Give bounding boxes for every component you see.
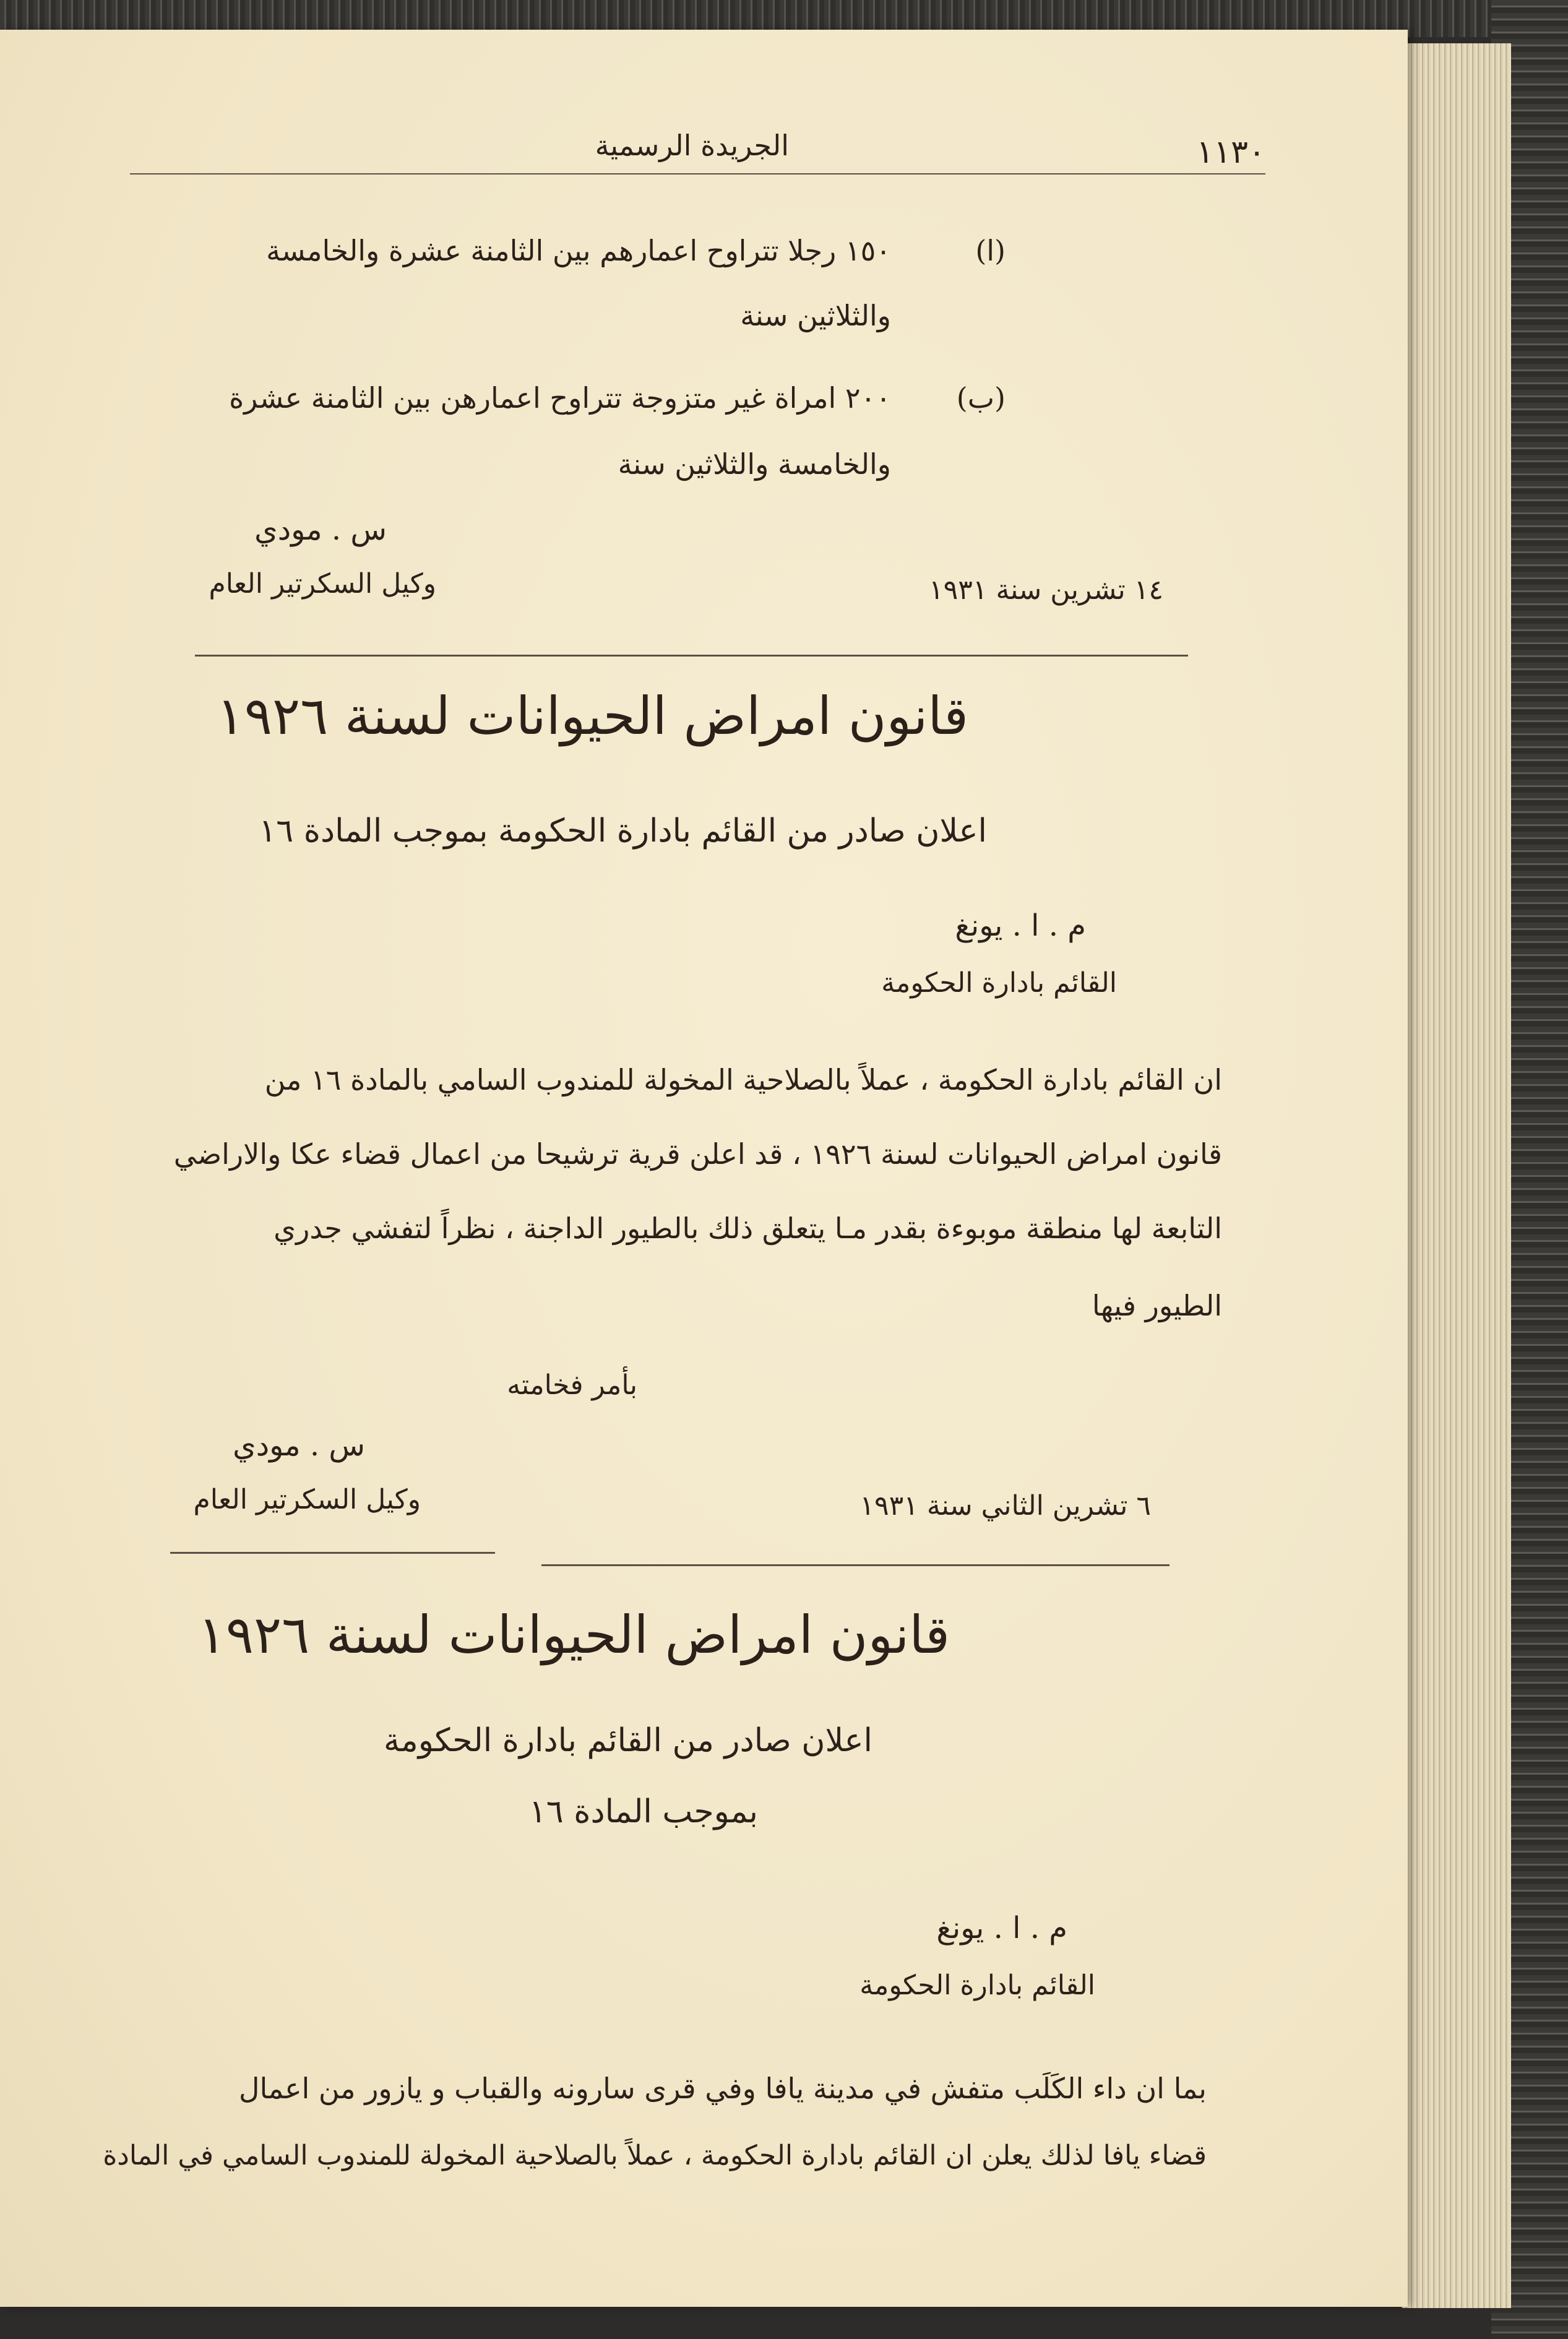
section2-subtitle: اعلان صادر من القائم بادارة الحكومة بموجب المادة ١٦: [259, 812, 987, 850]
section3-subtitle-line2: بموجب المادة ١٦: [528, 1793, 758, 1830]
section3-issuer-title: القائم بادارة الحكومة: [859, 1970, 1095, 2001]
section2-issuer-title: القائم بادارة الحكومة: [881, 967, 1117, 999]
section3-issuer: م . ا . يونغ: [936, 1911, 1067, 1945]
item-a-line1: ١٥٠ رجلا تتراوح اعمارهم بين الثامنة عشرة والخامسة: [266, 234, 891, 267]
section-divider-2a: [170, 1552, 495, 1554]
section2-body-line1: ان القائم بادارة الحكومة ، عملاً بالصلاحية المخولة للمندوب السامي بالمادة ١٦ من: [264, 1063, 1222, 1096]
section3-law-title: قانون امراض الحيوانات لسنة ١٩٢٦: [197, 1605, 950, 1665]
gazette-title: الجريدة الرسمية: [595, 129, 789, 162]
section3-body-line1: بما ان داء الكَلَب متفش في مدينة يافا وفي قرى سارونه والقباب و يازور من اعمال: [239, 2072, 1207, 2105]
section2-issuer: م . ا . يونغ: [955, 908, 1086, 943]
section2-by-order: بأمر فخامته: [507, 1369, 637, 1401]
item-b-marker: (ب): [956, 381, 1006, 415]
item-b-line1: ٢٠٠ امراة غير متزوجة تتراوح اعمارهن بين الثامنة عشرة: [229, 381, 891, 415]
page-edges: [1402, 43, 1511, 2308]
section1-date: ١٤ تشرين سنة ١٩٣١: [928, 574, 1163, 606]
item-b-line2: والخامسة والثلاثين سنة: [618, 447, 891, 481]
page-number: ١١٣٠: [1196, 134, 1265, 171]
section2-signatory-title: وكيل السكرتير العام: [193, 1484, 421, 1515]
section2-law-title: قانون امراض الحيوانات لسنة ١٩٢٦: [216, 686, 968, 746]
section2-date: ٦ تشرين الثاني سنة ١٩٣١: [859, 1490, 1151, 1522]
section1-signatory: س . مودي: [254, 512, 387, 547]
section2-signatory: س . مودي: [233, 1428, 365, 1463]
section3-subtitle-line1: اعلان صادر من القائم بادارة الحكومة: [383, 1722, 872, 1759]
gazette-page: [0, 30, 1408, 2307]
section-divider-1: [195, 655, 1188, 657]
item-a-line2: والثلاثين سنة: [740, 299, 891, 332]
section2-body-line2: قانون امراض الحيوانات لسنة ١٩٢٦ ، قد اعلن قرية ترشيحا من اعمال قضاء عكا والاراضي: [173, 1137, 1222, 1171]
header-rule: [130, 173, 1265, 174]
item-a-marker: (ا): [975, 234, 1006, 267]
section2-body-line3: التابعة لها منطقة موبوءة بقدر مـا يتعلق ذلك بالطيور الداجنة ، نظراً لتفشي جدري: [274, 1212, 1222, 1245]
section3-body-line2: قضاء يافا لذلك يعلن ان القائم بادارة الحكومة ، عملاً بالصلاحية المخولة للمندوب السامي في المادة: [103, 2140, 1207, 2171]
section1-signatory-title: وكيل السكرتير العام: [209, 568, 436, 600]
section2-body-line4: الطيور فيها: [1092, 1289, 1222, 1322]
section-divider-2b: [541, 1564, 1170, 1566]
